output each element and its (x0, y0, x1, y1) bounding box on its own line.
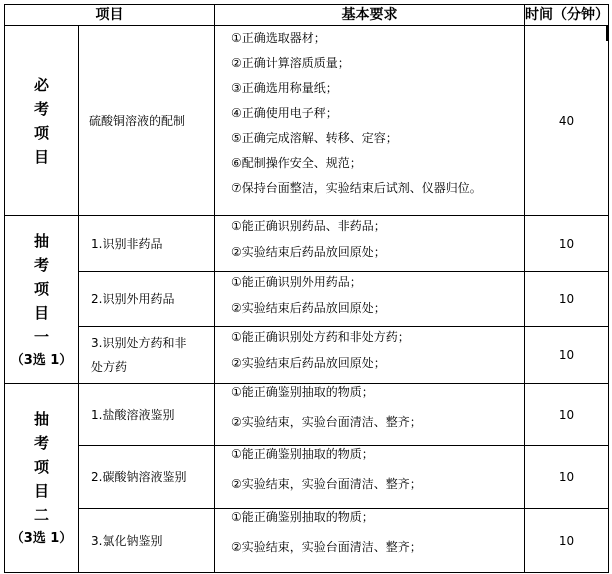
requirement-text: ①能正确鉴别抽取的物质； (231, 447, 374, 461)
item-label-continued: 处方药 (91, 360, 128, 374)
elective-1-row-1 (5, 216, 609, 272)
item-label: 2.识别外用药品 (91, 292, 175, 306)
category-elective-2 (5, 384, 79, 573)
requirement-text: ②实验结束，实验台面清洁、整齐； (231, 415, 422, 429)
category-char: 目 (33, 147, 49, 166)
elective-2-row-2 (5, 446, 609, 509)
item-cell (79, 446, 215, 509)
elective-1-row-3 (5, 327, 609, 384)
choose-note: （3选 1） (10, 352, 73, 368)
elective-1-row-2 (5, 272, 609, 327)
time-cell: 10 (525, 272, 609, 327)
text-cursor-mark (606, 26, 608, 41)
time-cell: 10 (525, 216, 609, 272)
time-cell: 40 (525, 26, 609, 216)
category-char: 项 (33, 458, 49, 476)
item-cell (79, 272, 215, 327)
item-label: 3.氯化钠鉴别 (91, 533, 163, 548)
category-required (5, 26, 79, 216)
requirements-cell (215, 446, 525, 509)
requirement-text: ③正确选用称量纸； (231, 81, 338, 95)
required-row (5, 26, 609, 216)
category-char: 项 (33, 123, 49, 142)
elective-2-row-3 (5, 509, 609, 573)
category-char: 二 (33, 506, 49, 524)
category-elective-1 (5, 216, 79, 384)
requirement-text: ②实验结束后药品放回原处； (231, 301, 386, 315)
requirements-cell (215, 327, 525, 384)
requirement-text: ②实验结束后药品放回原处； (231, 245, 386, 259)
time-cell: 10 (525, 327, 609, 384)
requirement-text: ①正确选取器材； (231, 31, 326, 45)
category-char: 一 (33, 327, 49, 346)
time-cell: 10 (525, 446, 609, 509)
category-char: 考 (33, 99, 49, 118)
requirement-text: ⑤正确完成溶解、转移、定容； (231, 131, 398, 145)
category-char: 目 (33, 482, 49, 500)
requirement-text: ④正确使用电子秤； (231, 106, 338, 120)
requirement-text: ①能正确识别处方药和非处方药； (231, 330, 410, 344)
requirements-cell (215, 26, 525, 216)
time-cell: 10 (525, 509, 609, 573)
requirement-text: ⑥配制操作安全、规范； (231, 156, 362, 170)
header-item: 项目 (5, 5, 215, 26)
requirements-cell (215, 216, 525, 272)
item-cell (79, 509, 215, 573)
elective-2-row-1 (5, 384, 609, 446)
requirements-cell (215, 384, 525, 446)
item-label: 2.碳酸钠溶液鉴别 (91, 470, 187, 484)
requirement-text: ①能正确识别外用药品； (231, 275, 362, 289)
item-label: 1.盐酸溶液鉴别 (91, 407, 175, 422)
header-time: 时间（分钟） (525, 5, 609, 26)
requirement-text: ②实验结束，实验台面清洁、整齐； (231, 540, 422, 554)
requirement-text: ②正确计算溶质质量； (231, 56, 350, 70)
requirement-text: ②实验结束，实验台面清洁、整齐； (231, 477, 422, 491)
category-char: 考 (33, 255, 49, 274)
item-label: 1.识别非药品 (91, 236, 163, 251)
item-cell (79, 26, 215, 216)
requirements-cell (215, 272, 525, 327)
category-char: 目 (33, 303, 49, 322)
category-char: 抽 (33, 231, 49, 250)
category-char: 考 (33, 434, 49, 452)
requirement-text: ⑦保持台面整洁，实验结束后试剂、仪器归位。 (231, 181, 482, 195)
choose-note: （3选 1） (10, 531, 73, 546)
item-label: 硫酸铜溶液的配制 (89, 113, 186, 128)
item-cell (79, 384, 215, 446)
category-char: 项 (33, 279, 49, 298)
item-cell (79, 216, 215, 272)
requirement-text: ①能正确鉴别抽取的物质； (231, 510, 374, 524)
requirements-cell (215, 509, 525, 573)
time-cell: 10 (525, 384, 609, 446)
category-char: 抽 (33, 410, 49, 428)
requirement-text: ①能正确识别药品、非药品； (231, 219, 386, 233)
header-requirements: 基本要求 (215, 5, 525, 26)
requirement-text: ①能正确鉴别抽取的物质； (231, 385, 374, 399)
item-cell (79, 327, 215, 384)
category-char: 必 (33, 75, 49, 94)
header-row (5, 5, 609, 26)
exam-requirements-table (4, 4, 609, 573)
requirement-text: ②实验结束后药品放回原处； (231, 356, 386, 370)
item-label: 3.识别处方药和非 (91, 336, 187, 350)
